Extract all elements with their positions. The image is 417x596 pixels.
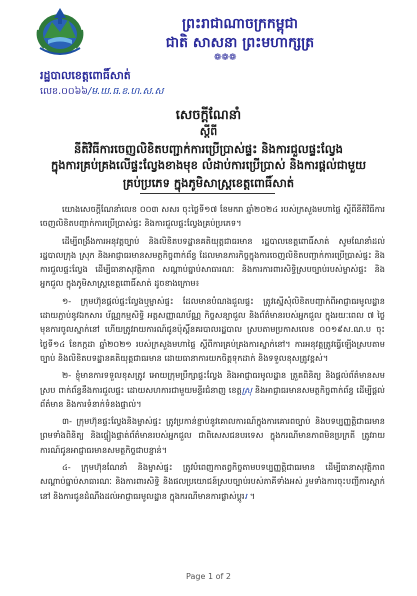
item-4-text-tail: ។ [247, 490, 256, 501]
body-paragraph-item-4 [40, 460, 385, 503]
reference-number-suffix: /ម.ឃ.ធ.ខ.ហ.ស.ស [88, 86, 164, 97]
body-paragraph-item-3: ៣- ក្រុមហ៊ុនផ្ទះល្វែងនិងម្ចាស់ផ្ទះ ត្រូវប្រកាន់ខ្ជាប់នូវគោលការណ៍ក្នុងការគោរពច្បាប់ និងបទប្បញ្ញត្តិជាធរមាន ព្រមទាំងពិនិត្យ និងផ្ទៀងផ្ទាត់ព័ត៌មានរបស់អ្នកជួល ជាពិសេសជនបរទេស ក្នុងករណីមានភាពមិនប្រក្រតី ត្រូវរាយការណ៍ជូនអាជ្ញាធរមានសមត្ថកិច្ចជាបន្ទាន់។ [40, 416, 385, 455]
kingdom-title: ព្រះរាជាណាចក្រកម្ពុជា [181, 16, 298, 32]
item-2-text: ២- ខ្ញុំមានការទទួលខុសត្រូវ អោយក្រុមប្រឹក្សាផ្ទះល្វែង និងអាជ្ញាធរមូលដ្ឋាន ត្រួតពិនិត្យ និងផ្តល់ព័ត៌មានសមស្រប ពាក់ព័ន្ធនឹងការជួលផ្ទះ ដោយសហការជាមួយមន្ទីរជំនាញ ខេត្ត [40, 370, 385, 395]
reference-number-text: លេខ.០០៦៦ [40, 86, 89, 97]
header-ornament: ❁❁❁ [213, 53, 237, 63]
body-paragraph-item-1: ១- ក្រុមហ៊ុនផ្តល់ផ្ទះល្វែងឬម្ចាស់ផ្ទះ ដែលមានបំណងជួលផ្ទះ ត្រូវស្នើសុំលិខិតបញ្ជាក់ពីអាជ្ញាធរមូលដ្ឋាន ដោយភ្ជាប់នូវឯកសារ ប័ណ្ណកម្មសិទ្ធិ អត្តសញ្ញាណប័ណ្ណ កិច្ចសន្យាជួល និងព័ត៌មានរបស់អ្នកជួល ក្នុងរយៈពេល ៧ ថ្ងៃមុនការចូលស្នាក់នៅ ហើយត្រូវរាយការណ៍ជូនប៉ុស្តិ៍នគរបាលរដ្ឋបាល ស្របតាមប្រកាសលេខ ០០១៩ស.ណ.ប ចុះថ្ងៃទី១៤ ខែកក្កដា ឆ្នាំ២០២១ របស់ក្រសួងមហាផ្ទៃ ស្តីពីការគ្រប់គ្រងការស្នាក់នៅ។ ការអនុវត្តត្រូវធ្វើឡើងស្របតាមច្បាប់ និងលិខិតបទដ្ឋានគតិយុត្តជាធរមាន ដោយធានាការយកចិត្តទុកដាក់ និងទទួលខុសត្រូវខ្ពស់។ [40, 295, 385, 363]
document-subject-line-2: ក្នុងការគ្រប់គ្រងលើផ្ទះល្វែងខាងមុខ លំដាប់ការប្រើប្រាស់ និងការផ្តល់ជាមួយ [50, 158, 367, 172]
item-4-handwritten-mark: រ [244, 490, 248, 501]
body-paragraph-reference: យោងសេចក្តីណែនាំលេខ ០០៣ សសរ ចុះថ្ងៃទី១៧ ខែមករា ឆ្នាំ២០២៤ របស់ក្រសួងមហាផ្ទៃ ស្តីពីនីតិវិធីការចេញលិខិតបញ្ជាក់ការប្រើប្រាស់ផ្ទះ និងការជួលផ្ទះល្វែងគ្រប់ប្រភេទ។ [40, 204, 385, 229]
body-paragraph-intro: ដើម្បីពង្រឹងការអនុវត្តច្បាប់ និងលិខិតបទដ្ឋានគតិយុត្តជាធរមាន រដ្ឋបាលខេត្តពោធិ៍សាត់ សូមណែនាំដល់រដ្ឋបាលក្រុង ស្រុក និងអាជ្ញាធរមានសមត្ថកិច្ចពាក់ព័ន្ធ ដែលមានភារកិច្ចក្នុងការចេញលិខិតបញ្ជាក់ការប្រើប្រាស់ផ្ទះ និងការជួលផ្ទះល្វែង ដើម្បីធានាសុវត្ថិភាព សណ្តាប់ធ្នាប់សាធារណៈ និងការការពារសិទ្ធិស្របច្បាប់របស់ម្ចាស់ផ្ទះ និងអ្នកជួល ក្នុងភូមិសាស្ត្រខេត្តពោធិ៍សាត់ ដូចខាងក្រោម៖ [40, 235, 385, 289]
provincial-seal-emblem-icon [34, 4, 86, 58]
title-underline [140, 193, 275, 194]
document-subject-label: ស្តីពី [199, 125, 218, 138]
nation-motto: ជាតិ សាសនា ព្រះមហាក្សត្រ [165, 35, 315, 51]
item-2-text-tail: និងអាជ្ញាធរមានសមត្ថកិច្ចពាក់ព័ន្ធ ដើម្បីផ្តល់ព័ត៌មាន និងការទំនាក់ទំនងផ្ទាល់។ [40, 384, 385, 409]
page-number: Page 1 of 2 [186, 572, 231, 581]
document-title: សេចក្តីណែនាំ [175, 108, 242, 123]
item-2-handwritten-mark: ស្រុ [241, 384, 253, 395]
document-subject-line-1: នីតិវិធីការចេញលិខិតបញ្ជាក់ការប្រើប្រាស់ផ្ទះ និងការជួលផ្ទះល្វែង [74, 142, 343, 156]
item-4-text: ៤- ក្រុមហ៊ុនណែនាំ និងម្ចាស់ផ្ទះ ត្រូវបំពេញកាតព្វកិច្ចតាមបទប្បញ្ញត្តិជាធរមាន ដើម្បីធានាសុវត្ថិភាព សណ្តាប់ធ្នាប់សាធារណៈ និងការពារសិទ្ធិ និងផលប្រយោជន៍ស្របច្បាប់របស់ភាគីទាំងអស់ រួមទាំងការចុះបញ្ជីការស្នាក់នៅ និងការជូនដំណឹងដល់អាជ្ញាធរមូលដ្ឋាន ក្នុងករណីមានការផ្លាស់ប្តូរ [40, 462, 385, 501]
issuing-authority: រដ្ឋបាលខេត្តពោធិ៍សាត់ [40, 69, 131, 82]
reference-number [40, 85, 164, 99]
body-paragraph-item-2 [40, 368, 385, 411]
document-subject-line-3: គ្រប់ប្រភេទ ក្នុងភូមិសាស្ត្រខេត្តពោធិ៍សាត់ [122, 176, 295, 190]
document-body [40, 202, 385, 506]
